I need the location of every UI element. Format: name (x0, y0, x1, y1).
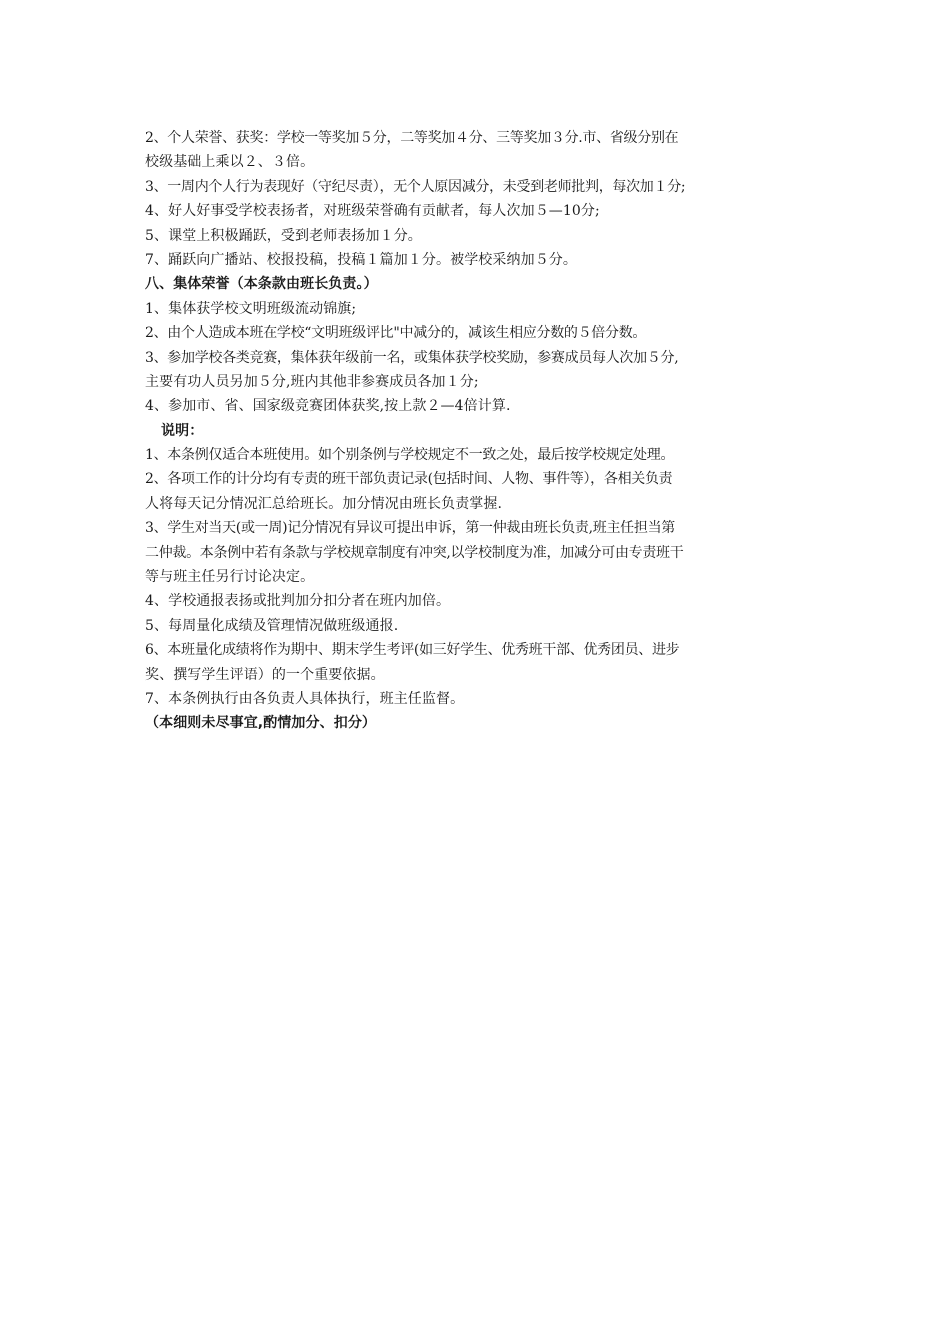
notes-item-6 (145, 638, 825, 687)
item-text: 7、踊跃向广播站、校报投稿，投稿１篇加１分。被学校采纳加５分。 (145, 251, 578, 268)
item-text: 5、每周量化成绩及管理情况做班级通报. (145, 617, 399, 634)
section7-item-2 (145, 126, 825, 175)
section8-item-4 (145, 394, 825, 418)
section8-item-1 (145, 297, 825, 321)
document-body (145, 126, 825, 736)
item-text: 奖、撰写学生评语）的一个重要依据。 (145, 666, 385, 683)
item-text: 4、参加市、省、国家级竞赛团体获奖,按上款２—4倍计算. (145, 398, 511, 415)
item-text: 4、好人好事受学校表扬者，对班级荣誉确有贡献者，每人次加５—10分; (145, 203, 600, 220)
section8-item-2 (145, 321, 825, 345)
notes-heading: 说明： (161, 422, 204, 439)
item-text: 1、本条例仅适合本班使用。如个别条例与学校规定不一致之处，最后按学校规定处理。 (145, 447, 675, 464)
section7-item-3 (145, 175, 825, 199)
item-text: 4、学校通报表扬或批判加分扣分者在班内加倍。 (145, 593, 451, 610)
closing-note: （本细则未尽事宜,酌情加分、扣分） (145, 715, 377, 732)
item-text: 主要有功人员另加５分,班内其他非参赛成员各加１分; (145, 373, 479, 390)
item-text: 等与班主任另行讨论决定。 (145, 569, 315, 586)
item-text: 3、学生对当天(或一周)记分情况有异议可提出申诉，第一仲裁由班长负责,班主任担当第 (145, 520, 675, 537)
section7-item-5 (145, 224, 825, 248)
item-text: 7、本条例执行由各负责人具体执行，班主任监督。 (145, 690, 465, 707)
item-text: 1、集体获学校文明班级流动锦旗; (145, 300, 357, 317)
item-text: 3、一周内个人行为表现好（守纪尽责），无个人原因减分，未受到老师批判，每次加１分; (145, 178, 686, 195)
notes-item-3 (145, 516, 825, 589)
notes-item-5 (145, 614, 825, 638)
item-text: 2、各项工作的计分均有专责的班干部负责记录(包括时间、人物、事件等），各相关负责 (145, 471, 673, 488)
item-text: 6、本班量化成绩将作为期中、期末学生考评(如三好学生、优秀班干部、优秀团员、进步 (145, 642, 680, 659)
item-text: 校级基础上乘以２、３倍。 (145, 154, 315, 171)
item-text: 5、课堂上积极踊跃，受到老师表扬加１分。 (145, 227, 422, 244)
item-text: 2、个人荣誉、获奖：学校一等奖加５分，二等奖加４分、三等奖加３分.市、省级分别在 (145, 130, 679, 146)
section8-item-3 (145, 346, 825, 395)
item-text: 二仲裁。本条例中若有条款与学校规章制度有冲突,以学校制度为准，加减分可由专责班干 (145, 544, 684, 561)
section7-item-7 (145, 248, 825, 272)
section7-item-4 (145, 199, 825, 223)
notes-item-4 (145, 589, 825, 613)
notes-item-1 (145, 443, 825, 467)
item-text: 人将每天记分情况汇总给班长。加分情况由班长负责掌握. (145, 495, 503, 512)
notes-item-7 (145, 687, 825, 711)
item-text: 3、参加学校各类竞赛，集体获年级前一名，或集体获学校奖励，参赛成员每人次加５分, (145, 349, 679, 366)
notes-item-2 (145, 467, 825, 516)
item-text: 2、由个人造成本班在学校“文明班级评比"中减分的，减该生相应分数的５倍分数。 (145, 325, 647, 342)
section8-heading: 八、集体荣誉（本条款由班长负责。） (145, 276, 378, 293)
